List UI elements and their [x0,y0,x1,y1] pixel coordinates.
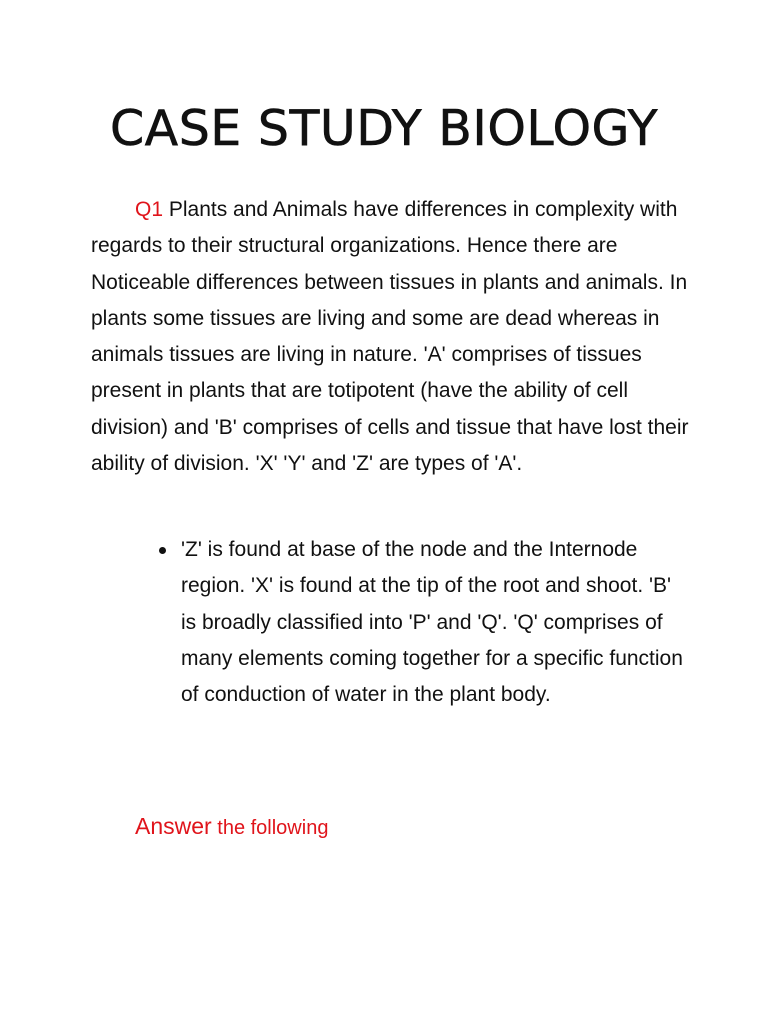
question-paragraph [91,192,691,482]
document-title: CASE STUDY BIOLOGY [109,100,659,157]
answer-rest: the following [211,817,329,839]
question-text: Plants and Animals have differences in complexity with regards to their structural organizations. Hence there are Noticeable differences between tissues in plants and animals. In plants some tissues are living and some are dead whereas in animals tissues are living in nature. 'A' comprises of tissues present in plants that are totipotent (have the ability of cell division) and 'B' comprises of cells and tissue that have lost their ability of division. 'X' 'Y' and 'Z' are types of 'A'. [91,198,689,476]
question-label: Q1 [135,198,164,221]
bullet-dot-icon [159,547,166,554]
bullet-text: 'Z' is found at base of the node and the Internode region. 'X' is found at the tip of the root and shoot. 'B' is broadly classified into 'P' and 'Q'. 'Q' comprises of many elements coming together for a specific function of conduction of water in the plant body. [181,538,683,707]
answer-word: Answer [135,813,212,839]
bullet-list [155,532,685,713]
answer-heading [135,813,328,840]
list-item [155,532,685,713]
